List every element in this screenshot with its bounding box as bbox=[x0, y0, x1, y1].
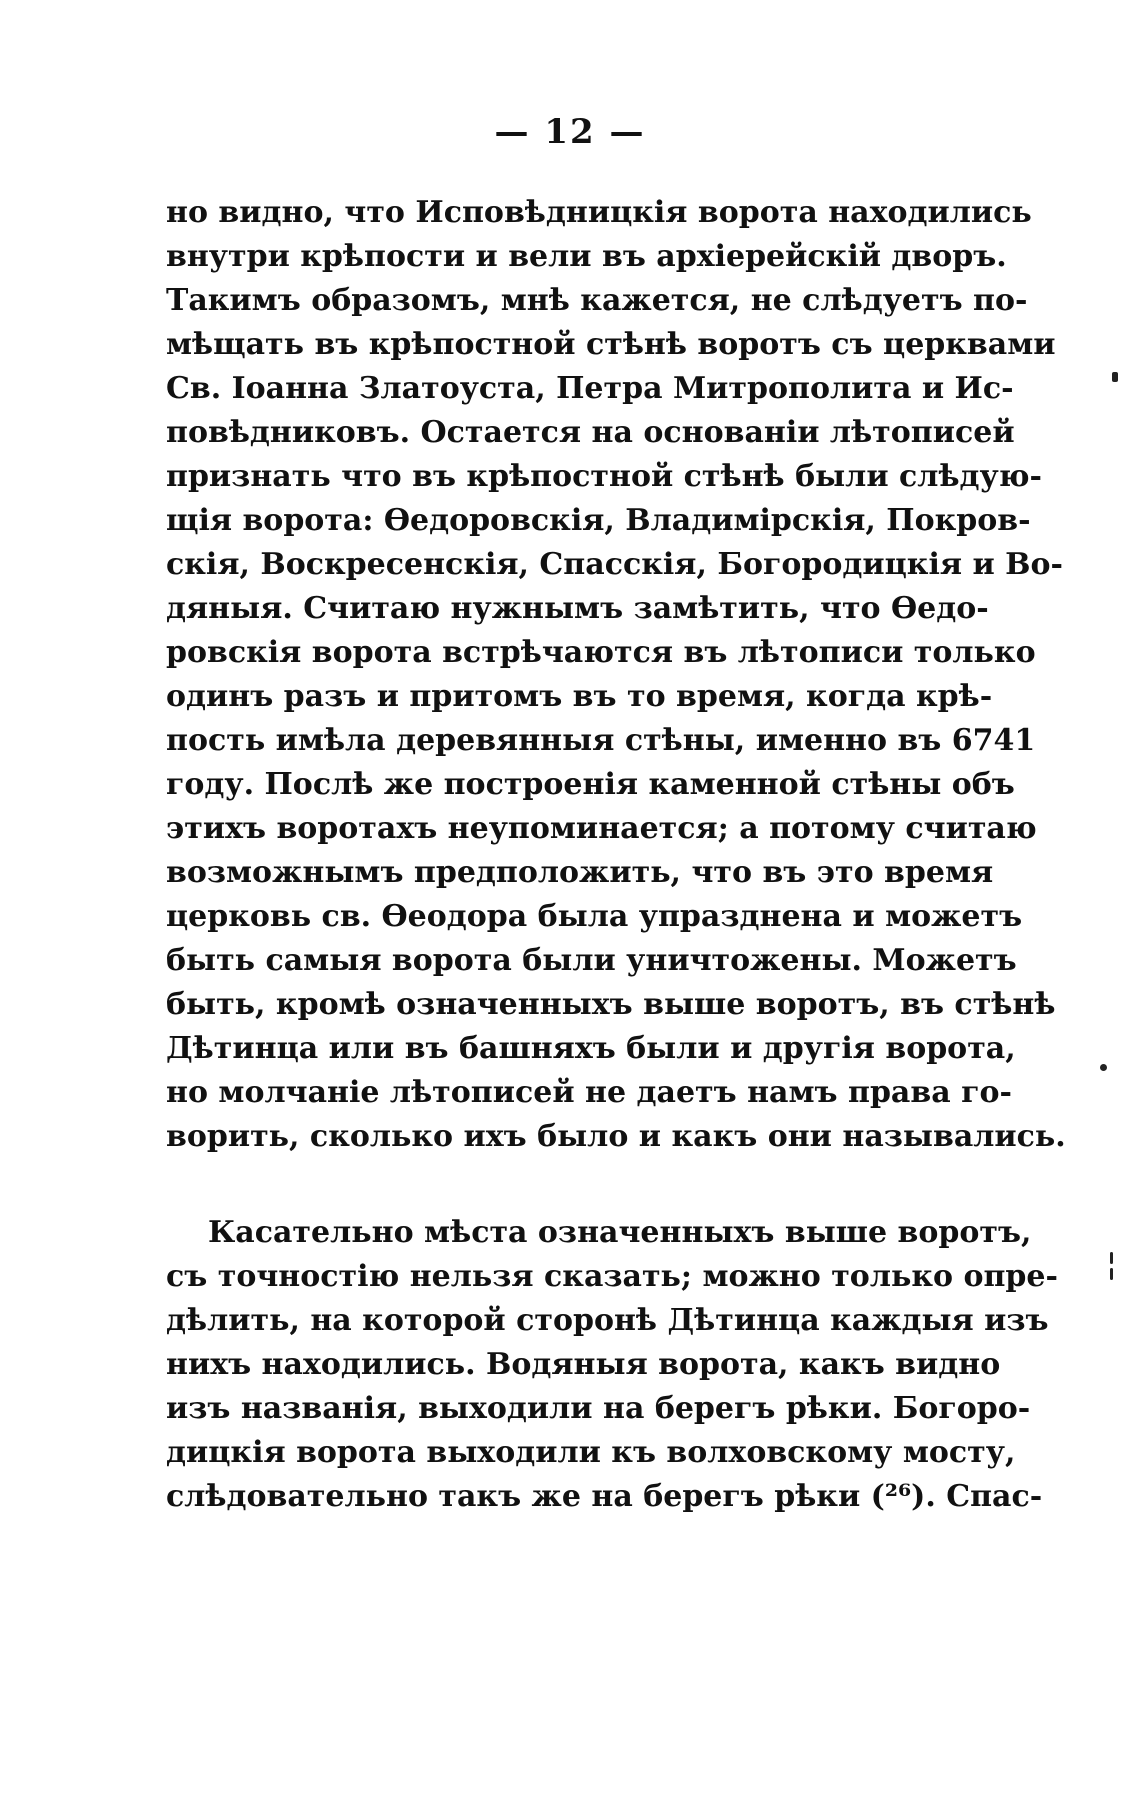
text-line: быть, кромѣ означенныхъ выше воротъ, въ стѣнѣ bbox=[166, 987, 1056, 1022]
text-line: внутри крѣпости и вели въ архіерейскій дворъ. bbox=[166, 239, 1007, 274]
text-line: признать что въ крѣпостной стѣнѣ были слѣдую- bbox=[166, 459, 1042, 494]
text-line: дяныя. Считаю нужнымъ замѣтить, что Ѳедо- bbox=[166, 591, 989, 626]
text-line: но видно, что Исповѣдницкія ворота находились bbox=[166, 195, 1032, 230]
text-line: скія, Воскресенскія, Спасскія, Богородицкія и Во- bbox=[166, 547, 1063, 582]
text-line: повѣдниковъ. Остается на основаніи лѣтописей bbox=[166, 415, 1015, 450]
text-line: ровскія ворота встрѣчаются въ лѣтописи только bbox=[166, 635, 1036, 670]
text-line: одинъ разъ и притомъ въ то время, когда крѣ- bbox=[166, 679, 993, 714]
text-line: пость имѣла деревянныя стѣны, именно въ 6741 bbox=[166, 723, 1036, 758]
paragraph-1 bbox=[166, 191, 1066, 1159]
text-line: году. Послѣ же построенія каменной стѣны объ bbox=[166, 767, 1015, 802]
text-line: съ точностію нельзя сказать; можно только опре- bbox=[166, 1259, 1058, 1294]
text-line: Касательно мѣста означенныхъ выше воротъ, bbox=[208, 1215, 1032, 1250]
text-line: быть самыя ворота были уничтожены. Можетъ bbox=[166, 943, 1017, 978]
text-line: мѣщать въ крѣпостной стѣнѣ воротъ съ церквами bbox=[166, 327, 1056, 362]
text-line: Такимъ образомъ, мнѣ кажется, не слѣдуетъ по- bbox=[166, 283, 1028, 318]
text-line: церковь св. Ѳеодора была упразднена и можетъ bbox=[166, 899, 1023, 934]
paragraph-2 bbox=[166, 1211, 1058, 1519]
scan-speck bbox=[1110, 1252, 1113, 1264]
text-line: дѣлить, на которой сторонѣ Дѣтинца каждыя изъ bbox=[166, 1303, 1049, 1338]
text-line: возможнымъ предположить, что въ это время bbox=[166, 855, 994, 890]
text-line: нихъ находились. Водяныя ворота, какъ видно bbox=[166, 1347, 1001, 1382]
text-line: ворить, сколько ихъ было и какъ они назывались. bbox=[166, 1119, 1066, 1154]
text-line: Св. Іоанна Златоуста, Петра Митрополита и Ис- bbox=[166, 371, 1014, 406]
text-line: щія ворота: Ѳедоровскія, Владимірскія, Покров- bbox=[166, 503, 1031, 538]
text-line: дицкія ворота выходили къ волховскому мосту, bbox=[166, 1435, 1016, 1470]
scan-speck bbox=[1100, 1064, 1107, 1071]
text-line: но молчаніе лѣтописей не даетъ намъ права го- bbox=[166, 1075, 1012, 1110]
text-line: Дѣтинца или въ башняхъ были и другія ворота, bbox=[166, 1031, 1016, 1066]
scan-speck bbox=[1112, 372, 1118, 382]
text-line: слѣдовательно такъ же на берегъ рѣки (²⁶). Спас- bbox=[166, 1479, 1043, 1514]
text-line: этихъ воротахъ неупоминается; а потому считаю bbox=[166, 811, 1037, 846]
page-number: — 12 — bbox=[494, 112, 646, 152]
text-line: изъ названія, выходили на берегъ рѣки. Богоро- bbox=[166, 1391, 1031, 1426]
scan-speck bbox=[1110, 1268, 1113, 1280]
